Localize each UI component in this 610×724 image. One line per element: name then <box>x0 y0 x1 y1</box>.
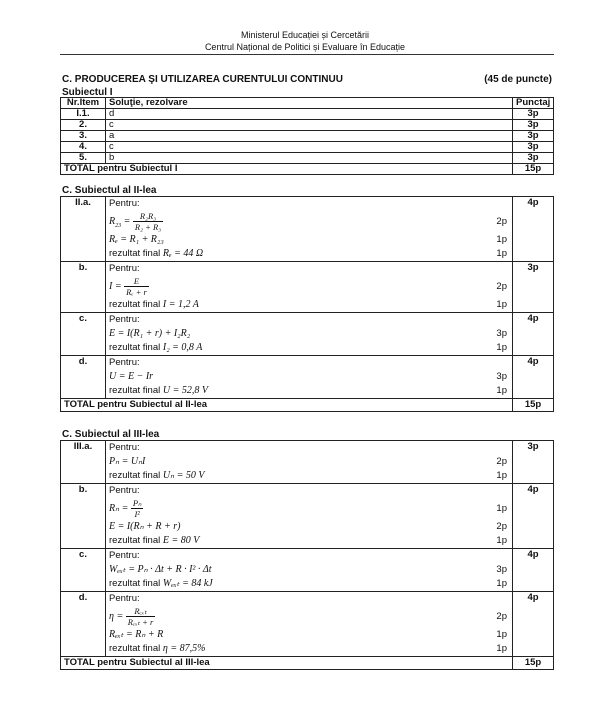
table-row: 2. c 3p <box>61 120 554 131</box>
item-row-2b: b. Pentru: I = $\frac{E}{\text{Rₑ + r}}$ 2p rezultat final I = 1,2 A 1p 3p <box>61 262 554 313</box>
total-row: TOTAL pentru Subiectul al III-lea 15p <box>61 657 554 670</box>
table-row: 3. a 3p <box>61 131 554 142</box>
header-center: Centrul Național de Politici și Evaluare în Educație <box>204 42 406 52</box>
total-row: TOTAL pentru Subiectul I 15p <box>61 164 554 175</box>
col-header-solution: Soluţie, rezolvare <box>106 98 513 109</box>
table-row: I.1. d 3p <box>61 109 554 120</box>
subject3-title: C. Subiectul al III-lea <box>62 429 160 440</box>
item-row-3a: III.a. Pentru: Pₙ = UₙI 2p rezultat final Uₙ = 50 V 1p 3p <box>61 441 554 484</box>
subject2-table <box>60 196 554 412</box>
section-title: C. PRODUCEREA ŞI UTILIZAREA CURENTULUI CONTINUU <box>62 74 343 85</box>
section-points: (45 de puncte) <box>484 74 552 85</box>
header-ministry: Ministerul Educației și Cercetării <box>240 30 370 40</box>
subject2-title: C. Subiectul al II-lea <box>62 185 157 196</box>
col-header-item: Nr.Item <box>61 98 106 109</box>
subject3-table <box>60 440 554 670</box>
header-rule <box>60 54 554 55</box>
item-row-2a: II.a. Pentru: $R_{23}$ = $\frac{\text{R₂R₃}}{\text{R₂ + R₃}}$ 2p Rₑ = R₁ + R₂₃ 1p rezultat final Rₑ = 44 Ω 1p 4p <box>61 197 554 262</box>
item-row-3c: c. Pentru: Wₑₓₜ = Pₙ · Δt + R · I² · Δt 3p rezultat final Wₑₓₜ = 84 kJ 1p 4p <box>61 549 554 592</box>
item-row-3d: d. Pentru: η = $\frac{\text{Rₑₓₜ}}{\text{Rₑₓₜ + r}}$ 2p Rₑₓₜ = Rₙ + R 1p rezultat final η = 87,5% 1p 4p <box>61 592 554 657</box>
subject1-table <box>60 97 554 175</box>
item-row-2c: c. Pentru: E = I(R₁ + r) + I₂R₂ 3p rezultat final I₂ = 0,8 A 1p 4p <box>61 313 554 356</box>
table-row: 5. b 3p <box>61 153 554 164</box>
table-row: 4. c 3p <box>61 142 554 153</box>
subject1-title: Subiectul I <box>62 87 113 98</box>
item-row-3b: b. Pentru: Rₙ = $\frac{\text{Pₙ}}{\text{I²}}$ 1p E = I(Rₙ + R + r) 2p rezultat final E = 80 V 1p 4p <box>61 484 554 549</box>
total-row: TOTAL pentru Subiectul al II-lea 15p <box>61 399 554 412</box>
item-row-2d: d. Pentru: U = E − Ir 3p rezultat final U = 52,8 V 1p 4p <box>61 356 554 399</box>
col-header-points: Punctaj <box>513 98 554 109</box>
